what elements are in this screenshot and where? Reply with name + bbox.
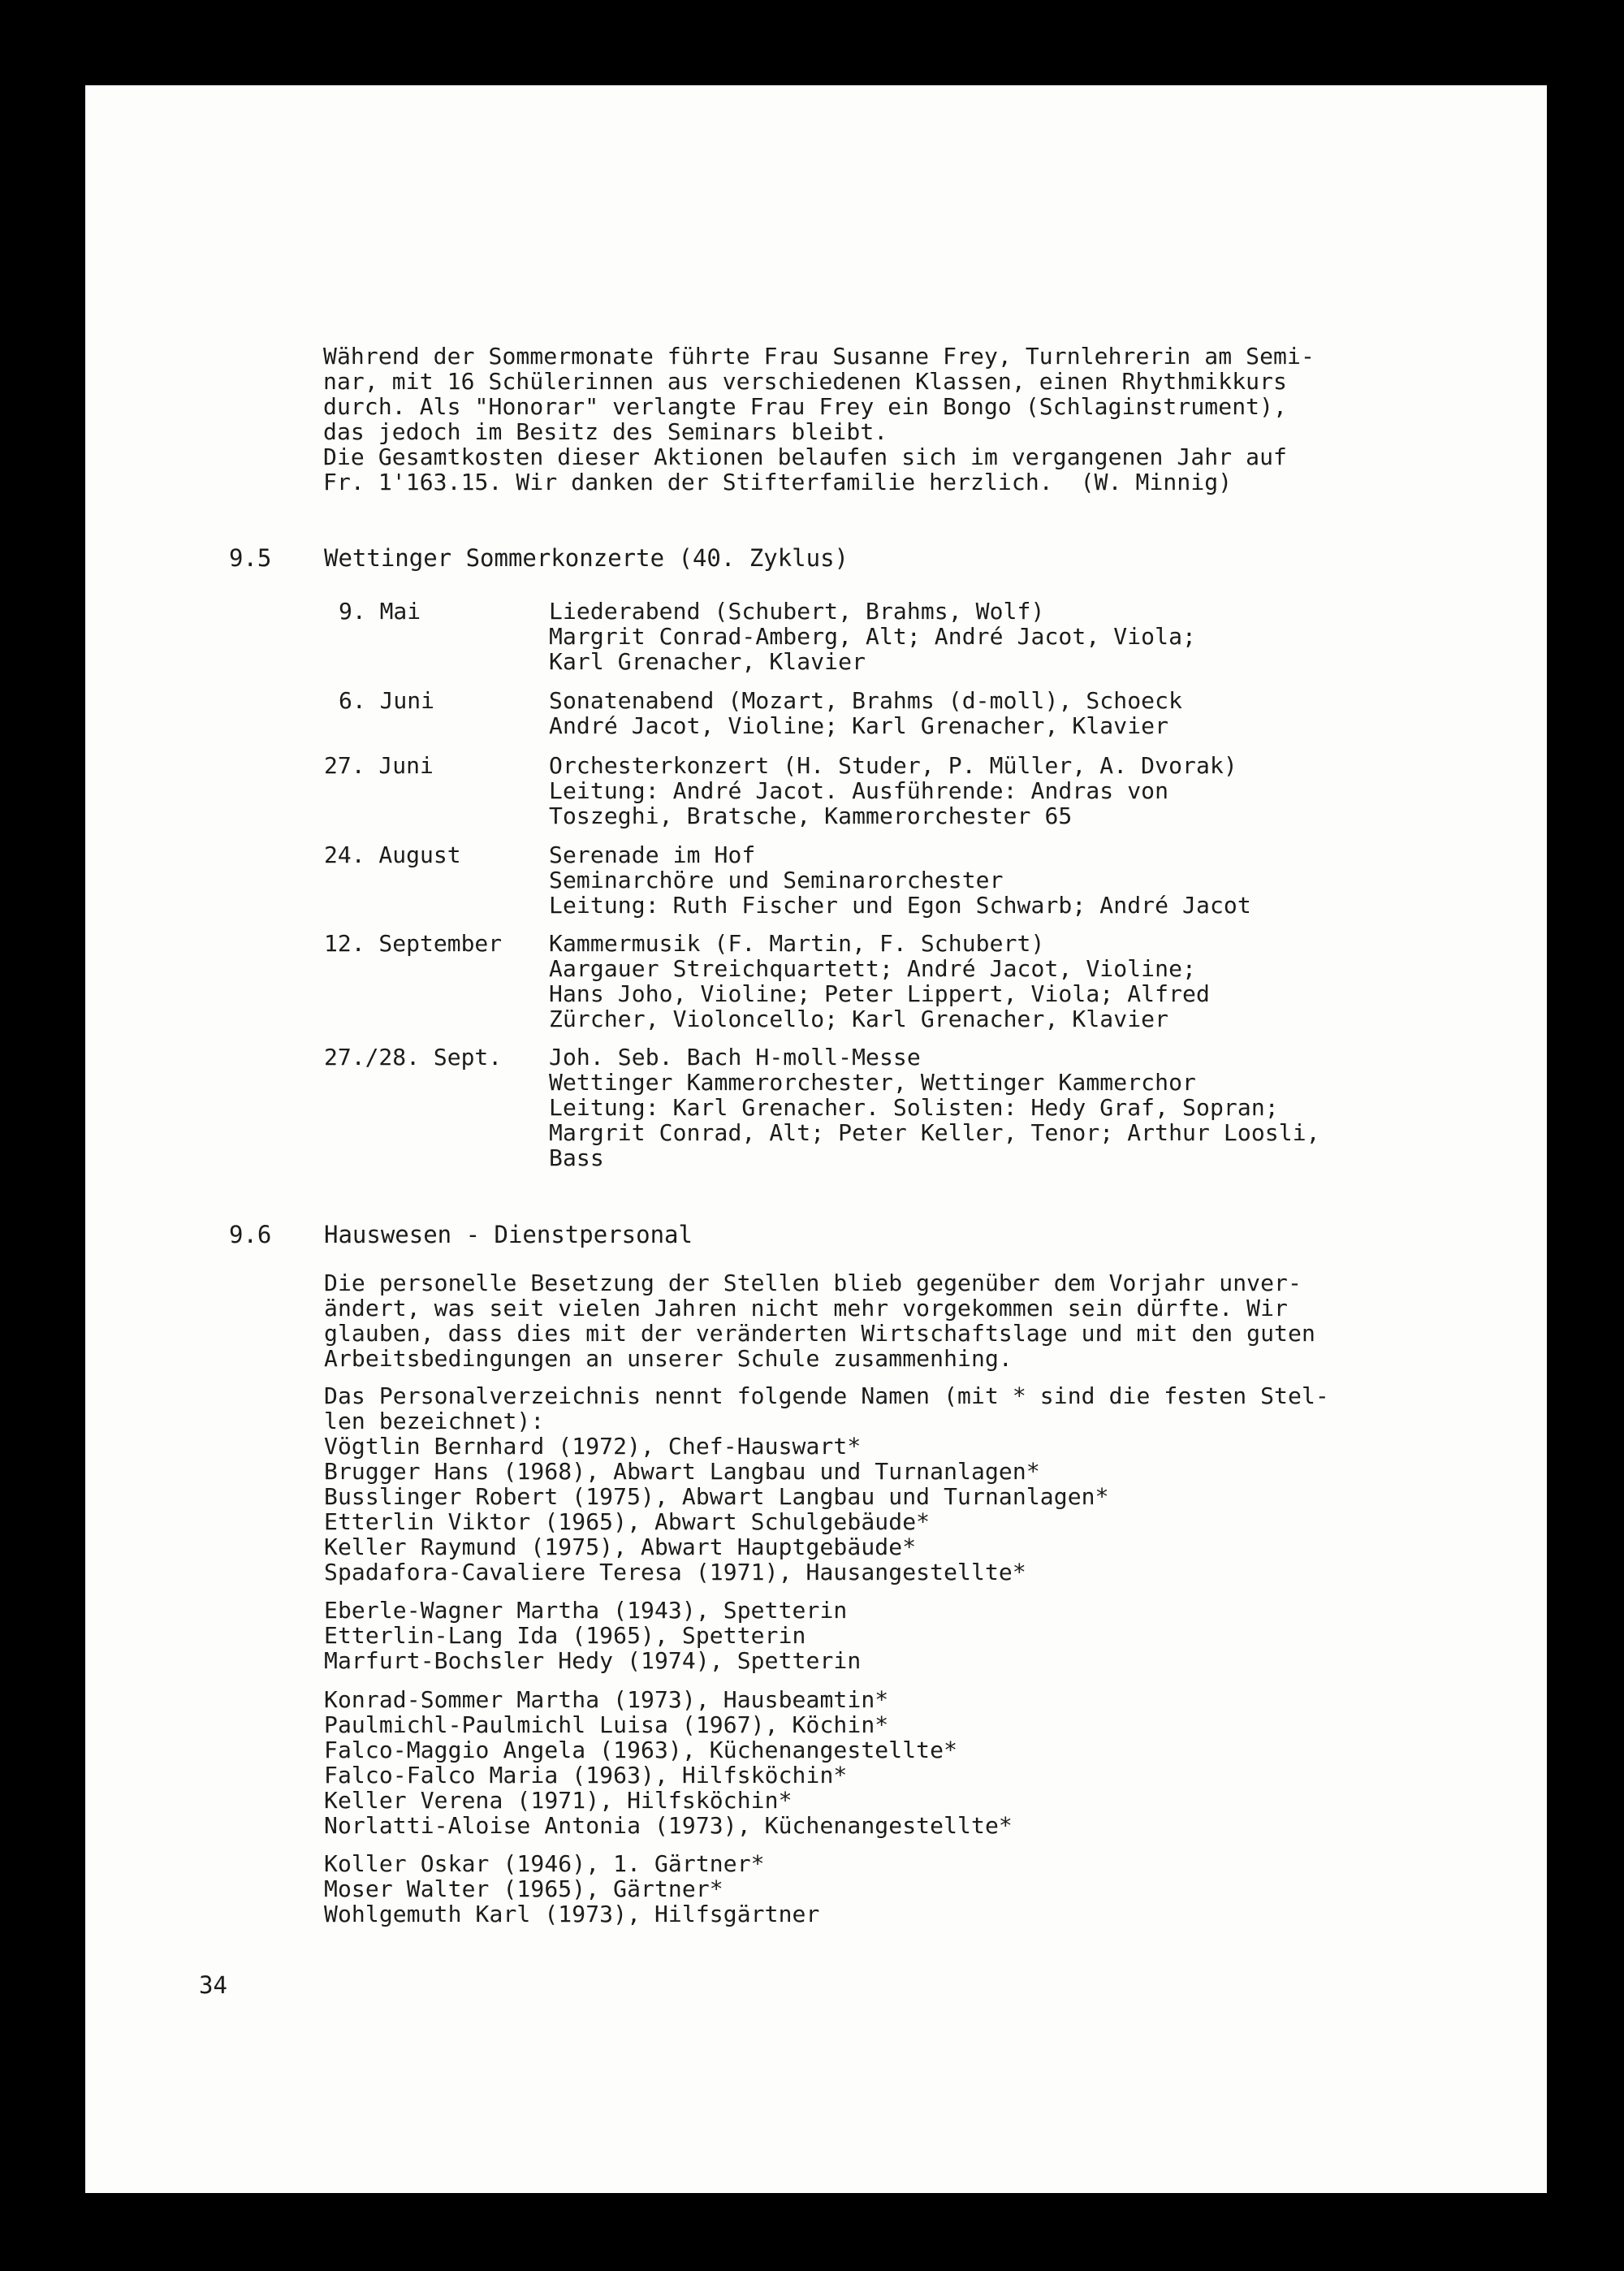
concert-details <box>549 931 1210 1032</box>
text-line: Während der Sommermonate führte Frau Susanne Frey, Turnlehrerin am Semi- <box>323 343 1315 370</box>
staff-group <box>324 1598 861 1673</box>
list-item: Keller Verena (1971), Hilfsköchin* <box>324 1787 793 1814</box>
text-line: Seminarchöre und Seminarorchester <box>549 867 1004 893</box>
staff-group <box>324 1687 1013 1838</box>
text-line: Liederabend (Schubert, Brahms, Wolf) <box>549 598 1045 625</box>
text-line: Fr. 1'163.15. Wir danken der Stifterfamilie herzlich. (W. Minnig) <box>323 469 1233 495</box>
list-item: Spadafora-Cavaliere Teresa (1971), Hausangestellte* <box>324 1559 1026 1585</box>
text-line: Margrit Conrad, Alt; Peter Keller, Tenor; Arthur Loosli, <box>549 1119 1320 1146</box>
concert-date: 27./28. Sept. <box>324 1044 503 1071</box>
list-item: Marfurt-Bochsler Hedy (1974), Spetterin <box>324 1647 862 1674</box>
list-item: Falco-Falco Maria (1963), Hilfsköchin* <box>324 1762 848 1789</box>
text-line: Zürcher, Violoncello; Karl Grenacher, Klavier <box>549 1006 1169 1032</box>
text-line: Margrit Conrad-Amberg, Alt; André Jacot, Viola; <box>549 623 1196 650</box>
text-line: Hans Joho, Violine; Peter Lippert, Viola; Alfred <box>549 980 1210 1007</box>
list-item: Paulmichl-Paulmichl Luisa (1967), Köchin* <box>324 1711 889 1738</box>
text-line: Orchesterkonzert (H. Studer, P. Müller, A. Dvorak) <box>549 752 1237 779</box>
text-line: Leitung: Ruth Fischer und Egon Schwarb; André Jacot <box>549 892 1251 919</box>
text-line: Das Personalverzeichnis nennt folgende Namen (mit * sind die festen Stel- <box>324 1382 1329 1409</box>
section-number: 9.5 <box>229 544 272 572</box>
text-line: glauben, dass dies mit der veränderten Wirtschaftslage und mit den guten <box>324 1320 1315 1347</box>
text-line: Die Gesamtkosten dieser Aktionen belaufen sich im vergangenen Jahr auf <box>323 443 1288 470</box>
document-page <box>85 85 1547 2193</box>
text-line: das jedoch im Besitz des Seminars bleibt. <box>323 418 888 445</box>
concert-details <box>549 599 1196 674</box>
text-line: André Jacot, Violine; Karl Grenacher, Klavier <box>549 712 1169 739</box>
text-line: Arbeitsbedingungen an unserer Schule zusammenhing. <box>324 1345 1013 1372</box>
list-item: Etterlin Viktor (1965), Abwart Schulgebäude* <box>324 1508 931 1535</box>
list-item: Busslinger Robert (1975), Abwart Langbau und Turnanlagen* <box>324 1483 1109 1510</box>
text-line: Die personelle Besetzung der Stellen blieb gegenüber dem Vorjahr unver- <box>324 1270 1302 1296</box>
section-number: 9.6 <box>229 1221 272 1248</box>
text-line: Aargauer Streichquartett; André Jacot, Violine; <box>549 955 1196 982</box>
concert-date: 9. Mai <box>339 598 421 625</box>
page-number: 34 <box>199 1971 227 1999</box>
list-item: Wohlgemuth Karl (1973), Hilfsgärtner <box>324 1901 820 1927</box>
list-item: Eberle-Wagner Martha (1943), Spetterin <box>324 1597 848 1624</box>
concert-date: 6. Juni <box>339 687 435 714</box>
text-line: Sonatenabend (Mozart, Brahms (d-moll), Schoeck <box>549 687 1183 714</box>
list-item: Etterlin-Lang Ida (1965), Spetterin <box>324 1622 806 1649</box>
list-item: Keller Raymund (1975), Abwart Hauptgebäude* <box>324 1533 917 1560</box>
section-title: Hauswesen - Dienstpersonal <box>324 1221 693 1248</box>
text-line: Bass <box>549 1144 604 1171</box>
list-item: Koller Oskar (1946), 1. Gärtner* <box>324 1850 765 1877</box>
concert-date: 12. September <box>324 930 503 957</box>
text-line: Joh. Seb. Bach H-moll-Messe <box>549 1044 921 1071</box>
concert-details <box>549 842 1251 918</box>
text-line: nar, mit 16 Schülerinnen aus verschiedenen Klassen, einen Rhythmikkurs <box>323 368 1288 395</box>
text-line: Wettinger Kammerorchester, Wettinger Kammerchor <box>549 1069 1196 1096</box>
concert-date: 24. August <box>324 841 461 868</box>
body-paragraph <box>324 1270 1315 1371</box>
text-line: Leitung: André Jacot. Ausführende: Andras von <box>549 777 1169 804</box>
concert-details <box>549 753 1237 828</box>
list-item: Norlatti-Aloise Antonia (1973), Küchenangestellte* <box>324 1812 1013 1839</box>
text-line: ändert, was seit vielen Jahren nicht mehr vorgekommen sein dürfte. Wir <box>324 1295 1289 1322</box>
staff-group <box>324 1851 819 1927</box>
list-item: Vögtlin Bernhard (1972), Chef-Hauswart* <box>324 1433 862 1460</box>
text-line: len bezeichnet): <box>324 1408 545 1434</box>
text-line: durch. Als "Honorar" verlangte Frau Frey ein Bongo (Schlaginstrument), <box>323 393 1288 420</box>
concert-date: 27. Juni <box>324 752 434 779</box>
concert-details <box>549 688 1182 738</box>
text-line: Leitung: Karl Grenacher. Solisten: Hedy Graf, Sopran; <box>549 1094 1279 1121</box>
concert-details <box>549 1045 1320 1170</box>
list-item: Moser Walter (1965), Gärtner* <box>324 1875 723 1902</box>
text-line: Kammermusik (F. Martin, F. Schubert) <box>549 930 1045 957</box>
staff-group <box>324 1434 1109 1585</box>
list-item: Falco-Maggio Angela (1963), Küchenangestellte* <box>324 1737 958 1763</box>
staff-list-intro <box>324 1383 1329 1434</box>
text-line: Serenade im Hof <box>549 841 756 868</box>
text-line: Karl Grenacher, Klavier <box>549 648 866 675</box>
list-item: Brugger Hans (1968), Abwart Langbau und Turnanlagen* <box>324 1458 1040 1485</box>
list-item: Konrad-Sommer Martha (1973), Hausbeamtin* <box>324 1686 889 1713</box>
text-line: Toszeghi, Bratsche, Kammerorchester 65 <box>549 802 1073 829</box>
section-title: Wettinger Sommerkonzerte (40. Zyklus) <box>324 544 849 572</box>
